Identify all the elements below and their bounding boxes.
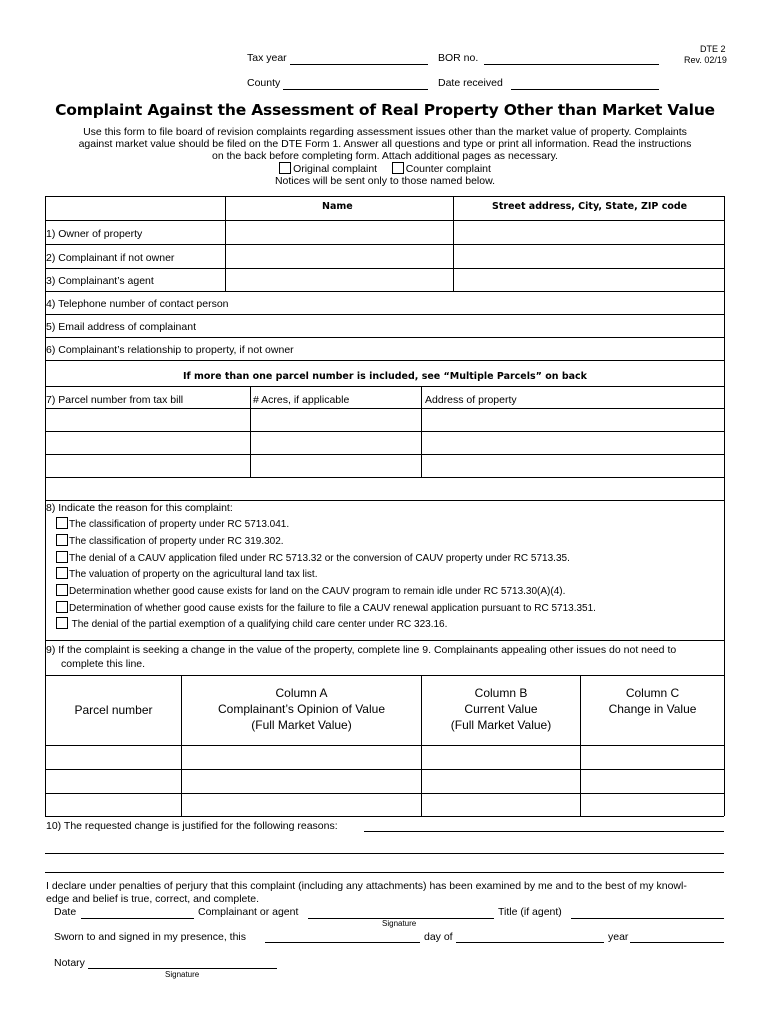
- owner-label: 1) Owner of property: [46, 228, 143, 240]
- value-instructions-line-1: 9) If the complaint is seeking a change in the value of the property, complete line 9. Complainants appealing other issues do not need to: [46, 644, 677, 656]
- year-label: year: [608, 931, 629, 943]
- title-if-agent-label: Title (if agent): [498, 906, 562, 918]
- reason-label: The denial of the partial exemption of a qualifying child care center under RC 323.16.: [69, 619, 448, 630]
- column-a-header: Column A Complainant’s Opinion of Value (Full Market Value): [218, 686, 385, 732]
- title-field[interactable]: [571, 918, 724, 919]
- signature-caption: Signature: [382, 919, 417, 928]
- notary-signature-field[interactable]: [88, 968, 277, 969]
- county-label: County: [247, 77, 281, 89]
- property-address-header: Address of property: [425, 394, 517, 406]
- reason-checkbox[interactable]: [56, 517, 68, 529]
- acres-header: # Acres, if applicable: [253, 394, 350, 406]
- multiple-parcels-note: If more than one parcel number is included, see “Multiple Parcels” on back: [183, 371, 587, 382]
- reason-item[interactable]: [56, 534, 284, 547]
- complaint-type-row: [30, 162, 740, 175]
- owner-address-field[interactable]: [454, 221, 723, 243]
- agent-address-field[interactable]: [454, 269, 723, 290]
- intro-line-3: on the back before completing form. Attach additional pages as necessary.: [212, 150, 558, 162]
- value-instructions-line-2: complete this line.: [61, 658, 146, 670]
- sworn-day-field[interactable]: [265, 942, 420, 943]
- justification-label: 10) The requested change is justified for the following reasons:: [46, 820, 338, 832]
- day-of-label: day of: [424, 931, 453, 943]
- declaration-line-1: I declare under penalties of perjury that this complaint (including any attachments) has been examined by me and to the best of my knowl-: [46, 880, 687, 892]
- original-complaint-checkbox[interactable]: [279, 162, 291, 174]
- sworn-year-field[interactable]: [630, 942, 724, 943]
- intro-line-2: against market value should be filed on the DTE Form 1. Answer all questions and type or print all information. Read the instructions: [78, 138, 692, 150]
- tax-year-field[interactable]: [290, 64, 428, 65]
- reason-item[interactable]: [56, 517, 289, 530]
- intro-text: [30, 126, 740, 187]
- reason-checkbox[interactable]: [56, 551, 68, 563]
- reason-label: Determination of whether good cause exists for the failure to file a CAUV renewal application pursuant to RC 5713.351.: [69, 603, 596, 614]
- complainant-name-field[interactable]: [226, 245, 452, 267]
- reason-checkbox[interactable]: [56, 617, 68, 629]
- parcel-number-header: 7) Parcel number from tax bill: [46, 394, 184, 406]
- column-c-header: Column C Change in Value: [608, 686, 697, 716]
- reason-checkbox[interactable]: [56, 584, 68, 596]
- reason-label: The valuation of property on the agricultural land tax list.: [69, 569, 318, 580]
- reason-label: The classification of property under RC 5713.041.: [69, 519, 290, 530]
- relationship-label: 6) Complainant’s relationship to property, if not owner: [46, 344, 294, 356]
- form-id: DTE 2: [700, 44, 726, 54]
- col-name-header: Name: [322, 201, 353, 212]
- reason-item[interactable]: [56, 551, 570, 564]
- date-field[interactable]: [81, 918, 194, 919]
- agent-name-field[interactable]: [226, 269, 452, 290]
- complainant-label: 2) Complainant if not owner: [46, 252, 175, 264]
- page-title: Complaint Against the Assessment of Real Property Other than Market Value: [55, 101, 715, 119]
- notices-text: Notices will be sent only to those named below.: [274, 175, 496, 187]
- tax-year-label: Tax year: [247, 52, 287, 64]
- counter-complaint-label: Counter complaint: [405, 163, 491, 175]
- reason-checkbox[interactable]: [56, 601, 68, 613]
- notary-label: Notary: [54, 957, 85, 969]
- email-label: 5) Email address of complainant: [46, 321, 196, 333]
- col-address-header: Street address, City, State, ZIP code: [492, 201, 688, 212]
- intro-line-1: Use this form to file board of revision complaints regarding assessment issues other than the market value of property. Complaints: [83, 126, 687, 138]
- phone-label: 4) Telephone number of contact person: [46, 298, 229, 310]
- counter-complaint-checkbox[interactable]: [392, 162, 404, 174]
- reason-item[interactable]: [56, 617, 447, 630]
- justification-field[interactable]: [364, 831, 724, 832]
- notary-signature-caption: Signature: [165, 970, 200, 979]
- sworn-label: Sworn to and signed in my presence, this: [54, 931, 247, 943]
- original-complaint-label: Original complaint: [293, 163, 378, 175]
- declaration-line-2: edge and belief is true, correct, and complete.: [46, 893, 260, 905]
- sworn-month-field[interactable]: [456, 942, 604, 943]
- reason-checkbox[interactable]: [56, 534, 68, 546]
- date-label: Date: [54, 906, 77, 918]
- bor-no-label: BOR no.: [438, 52, 479, 64]
- reason-item[interactable]: [56, 567, 317, 580]
- reason-checkbox[interactable]: [56, 567, 68, 579]
- complainant-address-field[interactable]: [454, 245, 723, 267]
- date-received-field[interactable]: [511, 89, 659, 90]
- reason-label: The classification of property under RC 319.302.: [69, 536, 284, 547]
- reason-label: The denial of a CAUV application filed under RC 5713.32 or the conversion of CAUV property under RC 5713.35.: [69, 553, 570, 564]
- agent-label: 3) Complainant’s agent: [46, 275, 154, 287]
- reason-label: Determination whether good cause exists for land on the CAUV program to remain idle under RC 5713.30(A)(4).: [69, 586, 566, 597]
- complainant-agent-label: Complainant or agent: [198, 906, 299, 918]
- justification-field-line-3[interactable]: [45, 872, 724, 873]
- reason-item[interactable]: [56, 601, 596, 614]
- reason-item[interactable]: [56, 584, 565, 597]
- date-received-label: Date received: [438, 77, 503, 89]
- owner-name-field[interactable]: [226, 221, 452, 243]
- bor-no-field[interactable]: [484, 64, 659, 65]
- county-field[interactable]: [283, 89, 428, 90]
- value-parcel-header: Parcel number: [74, 703, 153, 717]
- justification-field-line-2[interactable]: [45, 853, 724, 854]
- reasons-heading: 8) Indicate the reason for this complaint:: [46, 502, 233, 514]
- column-b-header: Column B Current Value (Full Market Value): [450, 686, 552, 732]
- form-revision: Rev. 02/19: [684, 55, 727, 65]
